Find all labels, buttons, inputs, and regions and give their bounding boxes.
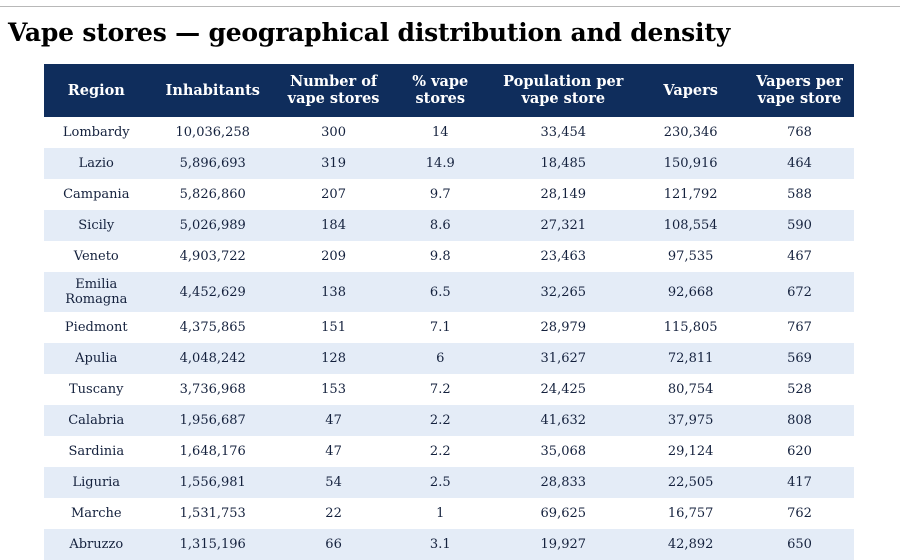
cell-pct-stores: 2.5 <box>390 467 490 498</box>
cell-inhabitants: 5,826,860 <box>149 179 277 210</box>
cell-pct-stores: 14.9 <box>390 148 490 179</box>
table-row <box>44 374 854 405</box>
cell-region: Piedmont <box>44 312 149 343</box>
cell-vapers: 72,811 <box>636 343 745 374</box>
cell-vapers: 108,554 <box>636 210 745 241</box>
table-row <box>44 343 854 374</box>
cell-stores: 66 <box>277 529 390 560</box>
cell-vapers-per-store: 528 <box>745 374 854 405</box>
cell-stores: 300 <box>277 117 390 148</box>
table-row <box>44 405 854 436</box>
cell-stores: 319 <box>277 148 390 179</box>
cell-region: Lombardy <box>44 117 149 148</box>
cell-pop-per-store: 19,927 <box>490 529 636 560</box>
cell-pop-per-store: 35,068 <box>490 436 636 467</box>
cell-stores: 209 <box>277 241 390 272</box>
cell-vapers-per-store: 768 <box>745 117 854 148</box>
cell-pop-per-store: 28,833 <box>490 467 636 498</box>
cell-vapers-per-store: 590 <box>745 210 854 241</box>
table-body <box>44 117 854 560</box>
cell-pct-stores: 3.1 <box>390 529 490 560</box>
table-row <box>44 467 854 498</box>
cell-inhabitants: 4,375,865 <box>149 312 277 343</box>
cell-vapers: 150,916 <box>636 148 745 179</box>
cell-vapers: 29,124 <box>636 436 745 467</box>
cell-vapers: 16,757 <box>636 498 745 529</box>
table-row <box>44 498 854 529</box>
cell-region: Marche <box>44 498 149 529</box>
cell-vapers: 92,668 <box>636 272 745 312</box>
column-header-vapers: Vapers <box>636 64 745 117</box>
cell-pop-per-store: 28,149 <box>490 179 636 210</box>
cell-region: Emilia Romagna <box>44 272 149 312</box>
table-header <box>44 64 854 117</box>
cell-region: Apulia <box>44 343 149 374</box>
page-title: Vape stores — geographical distribution and density <box>8 18 731 47</box>
cell-stores: 54 <box>277 467 390 498</box>
cell-vapers: 115,805 <box>636 312 745 343</box>
cell-region: Calabria <box>44 405 149 436</box>
cell-stores: 47 <box>277 436 390 467</box>
cell-vapers: 80,754 <box>636 374 745 405</box>
cell-vapers: 42,892 <box>636 529 745 560</box>
cell-pop-per-store: 27,321 <box>490 210 636 241</box>
cell-inhabitants: 10,036,258 <box>149 117 277 148</box>
cell-stores: 47 <box>277 405 390 436</box>
column-header-population-per-vape-store: Population per vape store <box>490 64 636 117</box>
cell-inhabitants: 1,648,176 <box>149 436 277 467</box>
page-top-divider <box>0 6 900 7</box>
cell-pop-per-store: 18,485 <box>490 148 636 179</box>
cell-region: Veneto <box>44 241 149 272</box>
table-row <box>44 210 854 241</box>
cell-region: Campania <box>44 179 149 210</box>
table-row <box>44 241 854 272</box>
cell-pop-per-store: 31,627 <box>490 343 636 374</box>
cell-pct-stores: 2.2 <box>390 405 490 436</box>
table-row <box>44 272 854 312</box>
cell-stores: 207 <box>277 179 390 210</box>
vape-stores-table-container <box>44 64 854 560</box>
cell-inhabitants: 5,026,989 <box>149 210 277 241</box>
cell-pop-per-store: 23,463 <box>490 241 636 272</box>
table-row <box>44 436 854 467</box>
cell-pct-stores: 7.1 <box>390 312 490 343</box>
cell-inhabitants: 1,315,196 <box>149 529 277 560</box>
cell-stores: 22 <box>277 498 390 529</box>
cell-stores: 138 <box>277 272 390 312</box>
table-row <box>44 179 854 210</box>
cell-vapers-per-store: 672 <box>745 272 854 312</box>
cell-pop-per-store: 28,979 <box>490 312 636 343</box>
cell-vapers-per-store: 417 <box>745 467 854 498</box>
cell-pct-stores: 2.2 <box>390 436 490 467</box>
cell-region: Liguria <box>44 467 149 498</box>
cell-pct-stores: 1 <box>390 498 490 529</box>
cell-region: Sicily <box>44 210 149 241</box>
column-header-vapers-per-vape-store: Vapers per vape store <box>745 64 854 117</box>
column-header-number-of-vape-stores: Number of vape stores <box>277 64 390 117</box>
cell-vapers: 97,535 <box>636 241 745 272</box>
table-row <box>44 148 854 179</box>
cell-inhabitants: 4,452,629 <box>149 272 277 312</box>
cell-vapers-per-store: 808 <box>745 405 854 436</box>
cell-region: Tuscany <box>44 374 149 405</box>
cell-inhabitants: 4,903,722 <box>149 241 277 272</box>
cell-vapers-per-store: 762 <box>745 498 854 529</box>
cell-region: Lazio <box>44 148 149 179</box>
cell-vapers: 22,505 <box>636 467 745 498</box>
cell-inhabitants: 3,736,968 <box>149 374 277 405</box>
table-header-row <box>44 64 854 117</box>
cell-pop-per-store: 33,454 <box>490 117 636 148</box>
vape-stores-table <box>44 64 854 560</box>
column-header-percent-vape-stores: % vape stores <box>390 64 490 117</box>
cell-vapers-per-store: 588 <box>745 179 854 210</box>
cell-pct-stores: 6 <box>390 343 490 374</box>
column-header-region: Region <box>44 64 149 117</box>
cell-vapers-per-store: 650 <box>745 529 854 560</box>
cell-pct-stores: 9.8 <box>390 241 490 272</box>
cell-stores: 151 <box>277 312 390 343</box>
cell-pop-per-store: 24,425 <box>490 374 636 405</box>
cell-pct-stores: 8.6 <box>390 210 490 241</box>
cell-pct-stores: 6.5 <box>390 272 490 312</box>
cell-vapers-per-store: 767 <box>745 312 854 343</box>
cell-vapers-per-store: 620 <box>745 436 854 467</box>
table-row <box>44 117 854 148</box>
cell-pop-per-store: 32,265 <box>490 272 636 312</box>
cell-inhabitants: 1,956,687 <box>149 405 277 436</box>
cell-inhabitants: 4,048,242 <box>149 343 277 374</box>
cell-region: Sardinia <box>44 436 149 467</box>
cell-vapers-per-store: 569 <box>745 343 854 374</box>
cell-stores: 128 <box>277 343 390 374</box>
cell-stores: 184 <box>277 210 390 241</box>
cell-vapers: 121,792 <box>636 179 745 210</box>
cell-pct-stores: 14 <box>390 117 490 148</box>
cell-inhabitants: 1,531,753 <box>149 498 277 529</box>
cell-pct-stores: 7.2 <box>390 374 490 405</box>
cell-inhabitants: 5,896,693 <box>149 148 277 179</box>
cell-pop-per-store: 69,625 <box>490 498 636 529</box>
cell-pct-stores: 9.7 <box>390 179 490 210</box>
table-row <box>44 312 854 343</box>
cell-vapers-per-store: 464 <box>745 148 854 179</box>
cell-vapers-per-store: 467 <box>745 241 854 272</box>
cell-inhabitants: 1,556,981 <box>149 467 277 498</box>
cell-stores: 153 <box>277 374 390 405</box>
cell-region: Abruzzo <box>44 529 149 560</box>
cell-vapers: 230,346 <box>636 117 745 148</box>
table-row <box>44 529 854 560</box>
cell-pop-per-store: 41,632 <box>490 405 636 436</box>
cell-vapers: 37,975 <box>636 405 745 436</box>
column-header-inhabitants: Inhabitants <box>149 64 277 117</box>
